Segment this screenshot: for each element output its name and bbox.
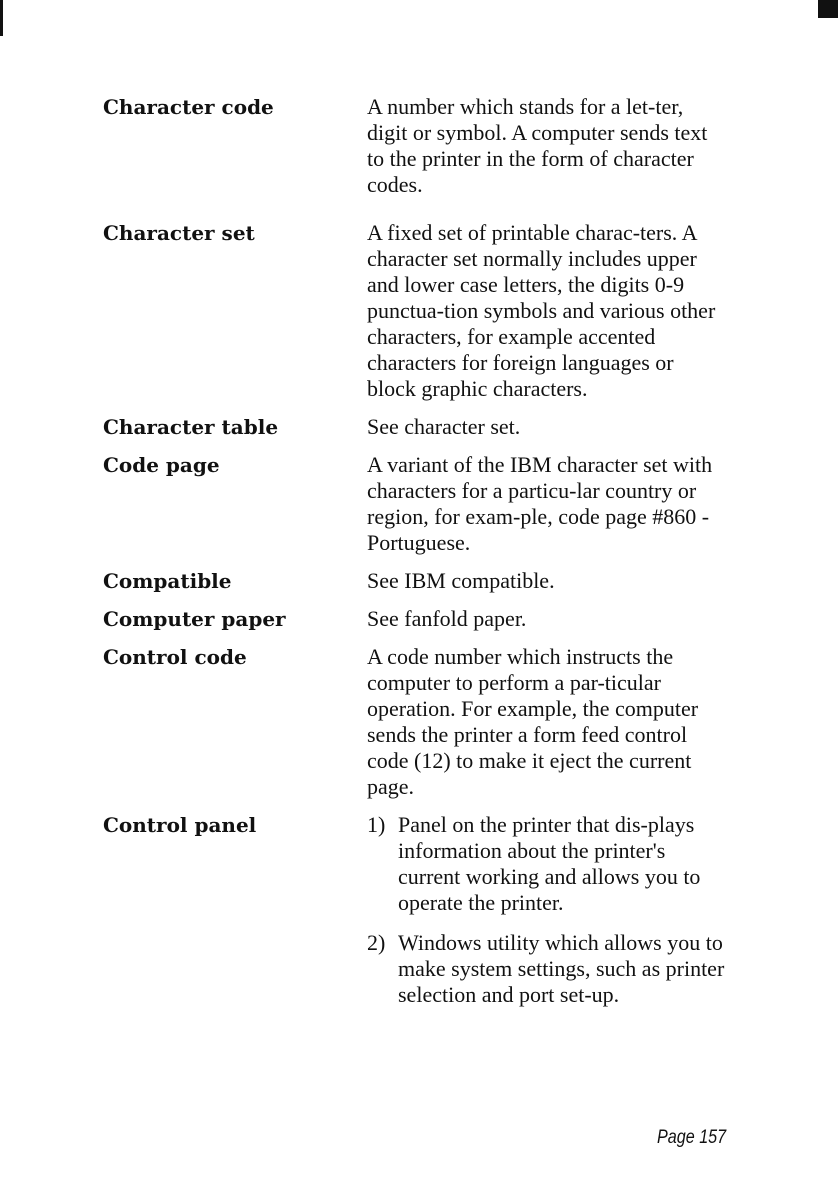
page-number: Page 157 xyxy=(657,1127,727,1148)
glossary-term: Control panel xyxy=(103,813,257,837)
glossary-term: Character code xyxy=(103,95,274,119)
definition-item-number: 1) xyxy=(367,812,386,837)
glossary-entry-computer-paper xyxy=(103,606,743,632)
glossary-definition: See fanfold paper. xyxy=(367,606,527,631)
glossary-term: Control code xyxy=(103,645,247,669)
glossary-entry-control-code xyxy=(103,644,743,800)
glossary-entry-code-page xyxy=(103,452,743,556)
glossary-entry-character-table xyxy=(103,414,743,440)
glossary-definition: See IBM compatible. xyxy=(367,568,555,593)
scan-edge-mark-right xyxy=(818,0,838,18)
glossary-entry-character-set xyxy=(103,220,743,402)
glossary-term: Character table xyxy=(103,415,279,439)
glossary-entry-control-panel xyxy=(103,812,743,1008)
glossary-definition: A variant of the IBM character set with characters for a particu-lar country or region, for exam-ple, code page #860 - Portuguese. xyxy=(367,452,713,555)
glossary-entry-character-code xyxy=(103,94,743,198)
glossary-entry-compatible xyxy=(103,568,743,594)
glossary-definition: See character set. xyxy=(367,414,521,439)
glossary-definition: A number which stands for a let-ter, digit or symbol. A computer sends text to the printer in the form of character codes. xyxy=(367,94,708,197)
glossary-term: Computer paper xyxy=(103,607,286,631)
glossary-list xyxy=(103,94,743,1008)
glossary-term: Compatible xyxy=(103,569,232,593)
glossary-term: Character set xyxy=(103,221,255,245)
glossary-definition-list xyxy=(367,812,727,1008)
scan-edge-mark-left xyxy=(0,0,3,36)
definition-item xyxy=(367,812,727,916)
definition-item-text: Windows utility which allows you to make system settings, such as printer selection and port set-up. xyxy=(398,930,725,1007)
glossary-term: Code page xyxy=(103,453,220,477)
glossary-definition: A code number which instructs the computer to perform a par-ticular operation. For example, the computer sends the printer a form feed control code (12) to make it eject the current page. xyxy=(367,644,699,799)
definition-item xyxy=(367,930,727,1008)
definition-item-text: Panel on the printer that dis-plays information about the printer's current working and allows you to operate the printer. xyxy=(398,812,701,915)
definition-item-number: 2) xyxy=(367,930,386,955)
glossary-definition: A fixed set of printable charac-ters. A character set normally includes upper and lower case letters, the digits 0-9 punctua-tion symbols and various other characters, for example accented characters for foreign languages or block graphic characters. xyxy=(367,220,716,401)
